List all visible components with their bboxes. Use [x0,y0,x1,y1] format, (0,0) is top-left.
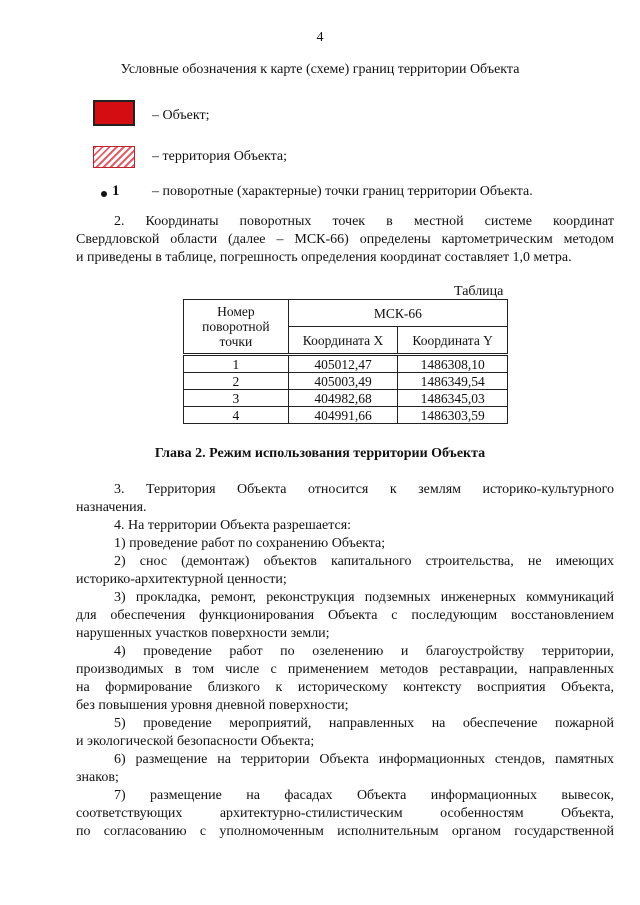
header-y: Координата Y [398,327,508,355]
subitem-3-line-3: нарушенных участков поверхности земли; [76,626,330,641]
table-row [184,355,508,373]
row-x: 405012,47 [288,355,398,373]
subitem-3-line-2: для обеспечения функционирования Объекта с последующим восстановлением [76,608,614,623]
chapter-title: Глава 2. Режим использования территории Объекта [154,446,486,461]
subitem-4-line-1: 4) проведение работ по озеленению и благоустройству территории, [114,644,614,659]
subitem-2-line-1: 2) снос (демонтаж) объектов капитального строительства, не имеющих [114,554,614,569]
row-x: 404982,68 [288,390,398,407]
turning-point-marker [98,182,138,202]
paragraph-2-line-2: Свердловской области (далее – МСК-66) определены картометрическим методом [76,232,614,247]
object-legend-swatch [93,100,135,126]
subitem-4-line-4: без повышения уровня дневной поверхности; [76,698,349,713]
subitem-7-line-1: 7) размещение на фасадах Объекта информационных вывесок, [114,788,614,803]
subitem-6-line-1: 6) размещение на территории Объекта информационных стендов, памятных [114,752,614,767]
coordinates-table [183,299,508,424]
point-marker-number: 1 [112,183,120,199]
subitem-1: 1) проведение работ по сохранению Объекта; [114,536,386,551]
subitem-5-line-2: и экологической безопасности Объекта; [76,734,315,749]
table-row [184,390,508,407]
subitem-7-line-2: соответствующих архитектурно-стилистическим особенностям Объекта, [76,806,614,821]
table-row [184,373,508,390]
subitem-6-line-2: знаков; [76,770,119,785]
legend-item-object: – Объект; [152,108,210,123]
subitem-3-line-1: 3) прокладка, ремонт, реконструкция подземных инженерных коммуникаций [114,590,614,605]
subitem-2-line-2: историко-архитектурной ценности; [76,572,287,587]
item-4: 4. На территории Объекта разрешается: [114,518,352,533]
item-3-line-1: 3. Территория Объекта относится к землям историко-культурного [114,482,614,497]
header-point-number: Номер поворотной точки [184,300,289,355]
legend-item-points: – поворотные (характерные) точки границ территории Объекта. [152,184,533,199]
row-y: 1486303,59 [398,407,508,424]
table-row [184,407,508,424]
header-system: МСК-66 [288,300,507,327]
row-x: 405003,49 [288,373,398,390]
subitem-5-line-1: 5) проведение мероприятий, направленных на обеспечение пожарной [114,716,614,731]
row-number: 1 [184,355,289,373]
legend-item-territory: – территория Объекта; [152,149,288,164]
row-number: 4 [184,407,289,424]
table-caption: Таблица [454,284,504,299]
item-3-line-2: назначения. [76,500,147,515]
subitem-7-line-3: по согласованию с уполномоченным исполнительным органом государственной [76,824,614,839]
paragraph-2-line-1: 2. Координаты поворотных точек в местной системе координат [114,214,614,229]
row-number: 3 [184,390,289,407]
row-y: 1486345,03 [398,390,508,407]
row-y: 1486349,54 [398,373,508,390]
subitem-4-line-2: производимых в том числе с применением методов реставрации, направленных [76,662,614,677]
row-x: 404991,66 [288,407,398,424]
subitem-4-line-3: на формирование близкого к историческому контексту восприятия Объекта, [76,680,614,695]
paragraph-2-line-3: и приведены в таблице, погрешность определения координат составляет 1,0 метра. [76,250,572,265]
row-number: 2 [184,373,289,390]
legend-title: Условные обозначения к карте (схеме) границ территории Объекта [120,62,520,77]
page-number: 4 [316,30,324,45]
point-dot-icon [101,191,107,197]
territory-legend-swatch [93,146,135,168]
row-y: 1486308,10 [398,355,508,373]
header-x: Координата X [288,327,398,355]
